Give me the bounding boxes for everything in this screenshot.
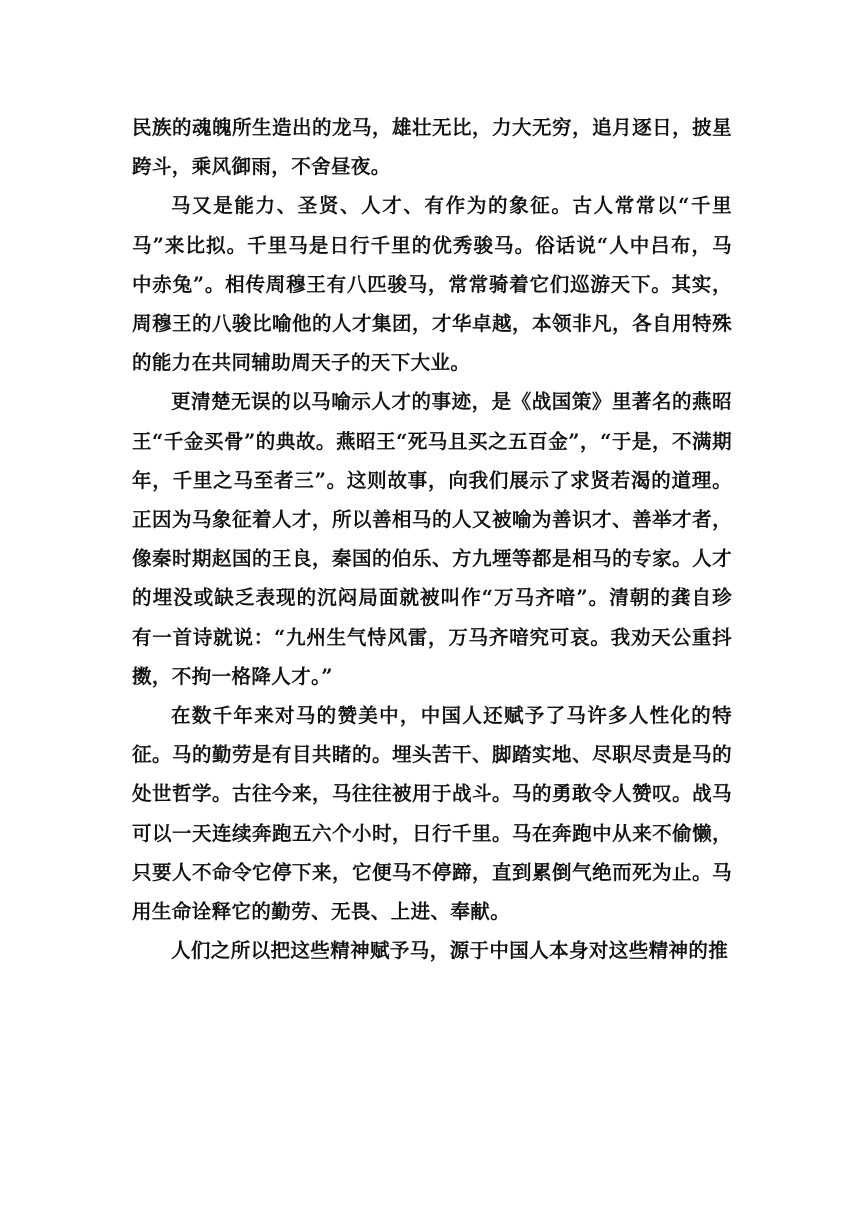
paragraph-4: 在数千年来对马的赞美中，中国人还赋予了马许多人性化的特征。马的勤劳是有目共睹的。埋头苦干、脚踏实地、尽职尽责是马的处世哲学。古往今来，马往往被用于战斗。马的勇敢令人赞叹。战马可以一天连续奔跑五六个小时，日行千里。马在奔跑中从来不偷懒，只要人不命令它停下来，它便马不停蹄，直到累倒气绝而死为止。马用生命诠释它的勤劳、无畏、上进、奉献。: [132, 704, 732, 924]
document-body: [132, 108, 732, 970]
paragraph-2: 马又是能力、圣贤、人才、有作为的象征。古人常常以“千里马”来比拟。千里马是日行千里的优秀骏马。俗话说“人中吕布，马中赤兔”。相传周穆王有八匹骏马，常常骑着它们巡游天下。其实，周穆王的八骏比喻他的人才集团，才华卓越，本领非凡，各自用特殊的能力在共同辅助周天子的天下大业。: [132, 194, 732, 375]
paragraph-3: 更清楚无误的以马喻示人才的事迹，是《战国策》里著名的燕昭王“千金买骨”的典故。燕昭王“死马且买之五百金”，“于是，不满期年，千里之马至者三”。这则故事，向我们展示了求贤若渴的道理。正因为马象征着人才，所以善相马的人又被喻为善识才、善举才者，像秦时期赵国的王良，秦国的伯乐、方九堙等都是相马的专家。人才的埋没或缺乏表现的沉闷局面就被叫作“万马齐喑”。清朝的龚自珍有一首诗就说：“九州生气恃风雷，万马齐喑究可哀。我劝天公重抖擞，不拘一格降人才。”: [132, 390, 732, 688]
paragraph-1: 民族的魂魄所生造出的龙马，雄壮无比，力大无穷，追月逐日，披星跨斗，乘风御雨，不舍昼夜。: [132, 116, 732, 179]
paragraph-5: 人们之所以把这些精神赋予马，源于中国人本身对这些精神的推: [171, 939, 729, 963]
